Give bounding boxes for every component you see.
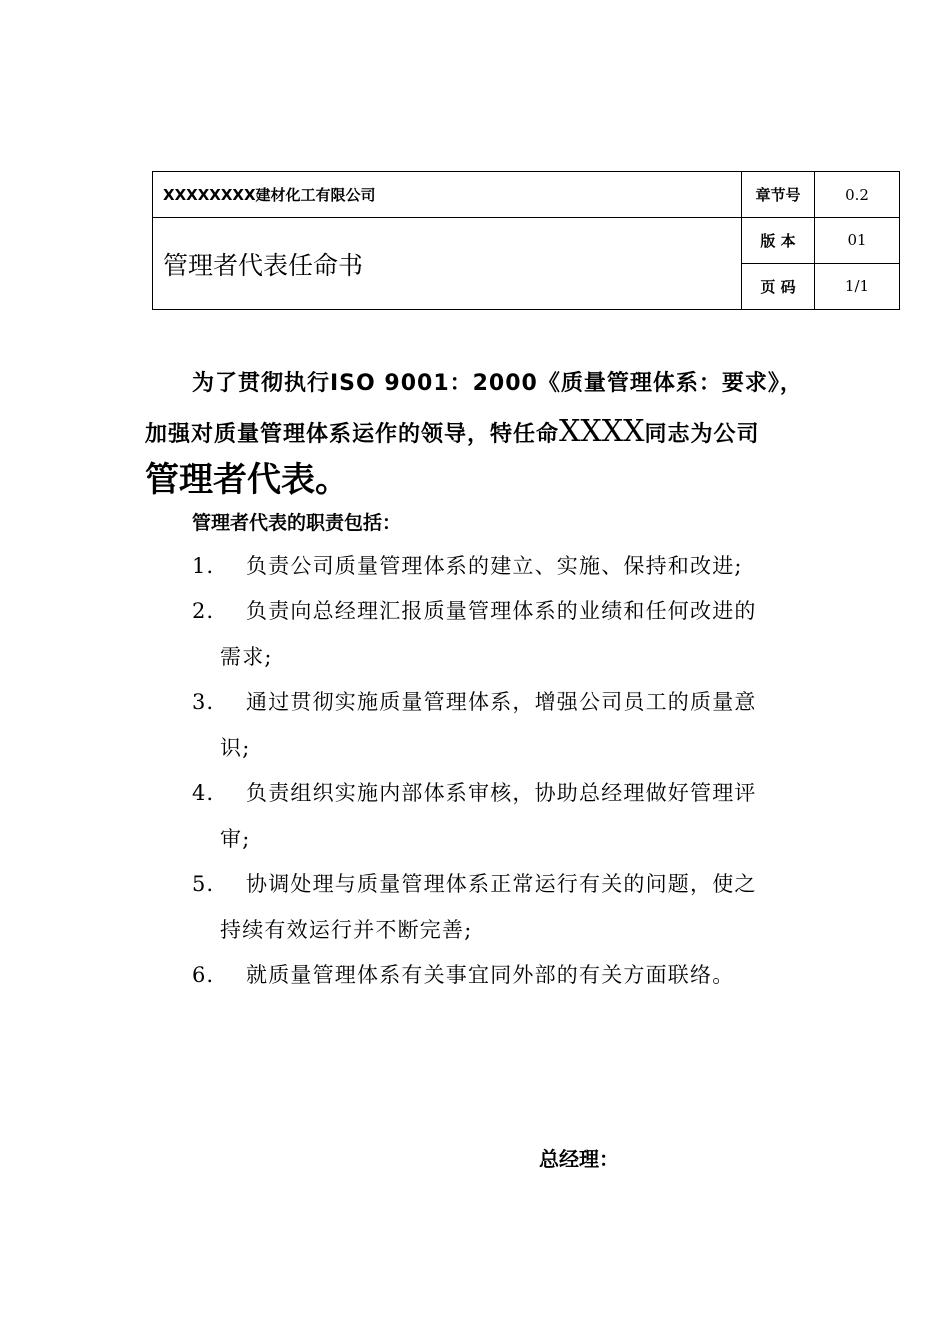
version-value: 01 [815,218,900,263]
document-title: 管理者代表任命书 [153,218,742,310]
intro-line-2 [145,414,759,449]
duty-item-4-continuation: 审; [220,827,251,851]
signature-label: 总经理： [539,1147,619,1171]
intro-line-1: 为了贯彻执行ISO 9001：2000《质量管理体系：要求》， [192,371,803,396]
duty-text: 协调处理与质量管理体系正常运行有关的问题，使之 [246,872,757,896]
duty-number: 4． [192,781,229,805]
duty-item-6 [192,959,734,989]
appointee-name: XXXX [559,414,645,449]
duty-item-1 [192,550,743,580]
duty-text: 通过贯彻实施质量管理体系，增强公司员工的质量意 [246,690,757,714]
version-label: 版 本 [742,218,815,263]
duty-item-4 [192,777,757,807]
duty-item-5 [192,868,757,898]
intro-line-3: 管理者代表。 [145,460,349,500]
section-label: 章节号 [742,172,815,218]
page-label: 页 码 [742,263,815,309]
duty-number: 5． [192,872,229,896]
intro-line-2-suffix: 同志为公司 [644,422,760,447]
duty-item-5-continuation: 持续有效运行并不断完善; [220,918,473,942]
duties-heading: 管理者代表的职责包括： [192,512,402,534]
duty-text: 负责组织实施内部体系审核，协助总经理做好管理评 [246,781,757,805]
duty-text: 负责向总经理汇报质量管理体系的业绩和任何改进的 [246,599,757,623]
duty-number: 3． [192,690,229,714]
section-value: 0.2 [815,172,900,218]
duty-item-2 [192,595,757,625]
intro-line-2-prefix: 加强对质量管理体系运作的领导，特任命 [145,422,560,447]
duty-text: 负责公司质量管理体系的建立、实施、保持和改进; [246,554,743,578]
duty-text: 就质量管理体系有关事宜同外部的有关方面联络。 [246,963,735,987]
duty-number: 1． [192,554,229,578]
duty-number: 6． [192,963,229,987]
duty-item-3-continuation: 识; [220,736,251,760]
duty-item-3 [192,686,757,716]
duty-item-2-continuation: 需求; [220,645,273,669]
page-value: 1/1 [815,263,900,309]
header-table [152,171,900,310]
company-name: XXXXXXXX建材化工有限公司 [153,172,742,218]
duty-number: 2． [192,599,229,623]
